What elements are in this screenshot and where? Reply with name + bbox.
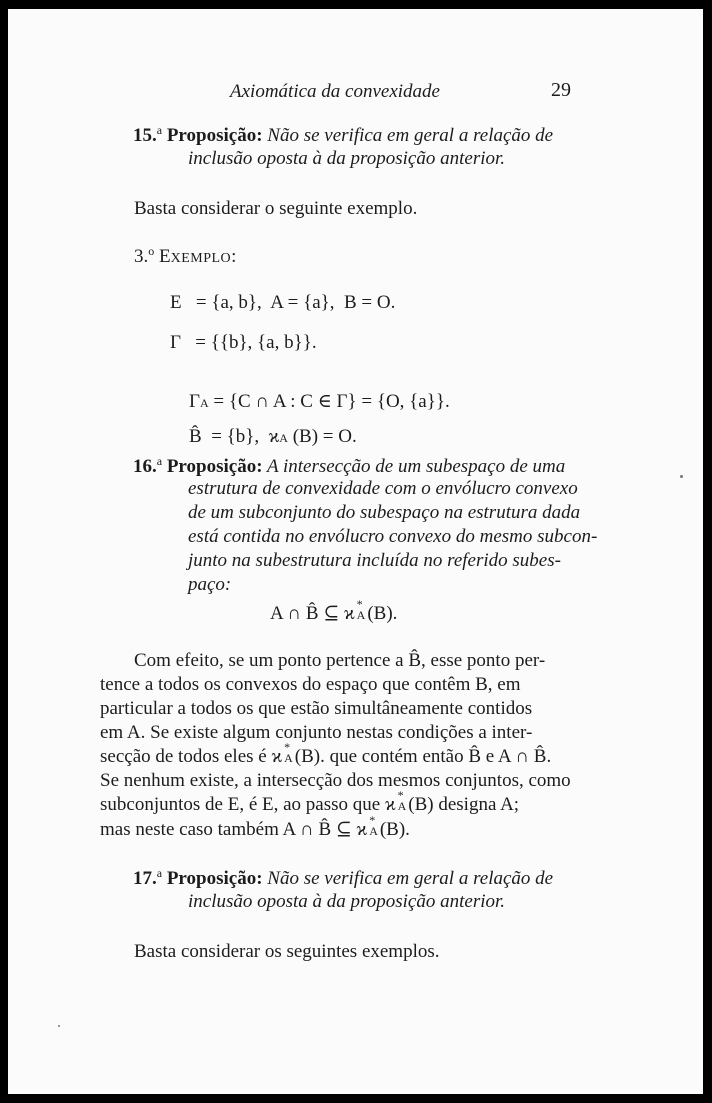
page-number: 29 — [551, 79, 571, 101]
formula-2: Γ = {{b}, {a, b}}. — [170, 332, 317, 353]
example3-label-cap: E — [159, 246, 171, 267]
proof-line-4: em A. Se existe algum conjunto nestas condições a inter- — [100, 722, 533, 743]
proof-line-7-b: (B) designa A; — [408, 794, 520, 815]
example3-heading — [134, 244, 236, 268]
prop15-heading — [133, 123, 553, 147]
formula-1: E = {a, b}, A = {a}, B = O. — [170, 292, 396, 313]
prop16-formula — [270, 597, 398, 625]
proof-line-7-sub: A — [397, 799, 407, 813]
proof-line-5 — [100, 740, 552, 768]
prop15-line2: inclusão oposta à da proposição anterior. — [188, 148, 506, 169]
proof-line-5-a: secção de todos eles é ϰ — [100, 746, 283, 767]
proof-line-5-star: * — [284, 740, 291, 754]
prop17-line1: Não se verifica em geral a relação de — [267, 868, 554, 889]
prop16-formula-sub: A — [356, 608, 366, 622]
book-page — [8, 9, 703, 1094]
example3-ordinal: o — [148, 244, 155, 258]
proof-line-8-b: (B). — [379, 819, 410, 840]
example3-number: 3. — [134, 246, 149, 267]
basta-text-1: Basta considerar o seguinte exemplo. — [134, 198, 418, 219]
proof-line-7-a: subconjuntos de E, é E, ao passo que ϰ — [100, 794, 396, 815]
proof-line-5-sub: A — [284, 751, 293, 765]
prop17-ordinal: a — [156, 866, 163, 880]
prop15-number: 15. — [133, 125, 157, 146]
prop15-line1: Não se verifica em geral a relação de — [267, 125, 554, 146]
formula-3-gamma: Γ — [189, 391, 200, 412]
prop16-line5: junto na subestrutura incluída no referido subes- — [188, 550, 561, 571]
proof-line-5-b: (B). que contém então B̂ e A ∩ B̂. — [294, 746, 552, 767]
prop16-line3: de um subconjunto do subespaço na estrutura dada — [188, 502, 581, 523]
proof-line-8-sub: A — [369, 824, 378, 838]
proof-line-6: Se nenhum existe, a intersecção dos mesmos conjuntos, como — [100, 770, 571, 791]
proof-line-3: particular a todos os que estão simultâneamente contidos — [100, 698, 533, 719]
formula-4-mid: = {b}, ϰ — [201, 426, 280, 447]
prop15-label: Proposição: — [166, 125, 263, 146]
example3-label-rest: XEMPLO — [170, 251, 232, 266]
prop16-heading — [133, 454, 565, 478]
scan-speck — [58, 1025, 60, 1027]
scan-speck — [680, 475, 683, 478]
prop16-ordinal: a — [156, 454, 163, 468]
proof-line-8-a: mas neste caso também A ∩ B̂ ⊆ ϰ — [100, 819, 368, 840]
prop17-heading — [133, 866, 553, 890]
prop15-ordinal: a — [156, 123, 163, 137]
formula-3-sub: A — [199, 396, 209, 410]
prop17-line2: inclusão oposta à da proposição anterior. — [188, 891, 506, 912]
proof-line-7 — [100, 788, 520, 816]
prop17-label: Proposição: — [166, 868, 263, 889]
prop16-line4: está contida no envólucro convexo do mesmo subcon- — [188, 526, 598, 547]
prop16-formula-star: * — [356, 597, 363, 611]
proof-line-8 — [100, 813, 410, 841]
prop16-number: 16. — [133, 456, 157, 477]
prop16-formula-right: (B). — [367, 603, 398, 624]
proof-line-8-star: * — [369, 813, 376, 827]
formula-3-rest: = {C ∩ A : C ∈ Γ} = {O, {a}}. — [208, 391, 450, 412]
prop16-formula-left: A ∩ B̂ ⊆ ϰ — [270, 603, 355, 624]
prop16-line6: paço: — [188, 574, 232, 595]
formula-4-rest: (B) = O. — [287, 426, 357, 447]
running-title: Axiomática da convexidade — [230, 81, 440, 102]
prop17-number: 17. — [133, 868, 157, 889]
formula-4-sub: A — [279, 431, 288, 445]
example3-colon: : — [231, 246, 237, 267]
prop16-label: Proposição: — [166, 456, 263, 477]
proof-line-1: Com efeito, se um ponto pertence a B̂, esse ponto per- — [134, 650, 546, 671]
formula-4-bhat: B̂ — [189, 426, 202, 447]
proof-line-2: tence a todos os convexos do espaço que contêm B, em — [100, 674, 521, 695]
proof-line-7-star: * — [397, 788, 404, 802]
basta-text-2: Basta considerar os seguintes exemplos. — [134, 941, 440, 962]
prop16-line2: estrutura de convexidade com o envólucro convexo — [188, 478, 578, 499]
prop16-line1: A intersecção de um subespaço de uma — [266, 456, 566, 477]
